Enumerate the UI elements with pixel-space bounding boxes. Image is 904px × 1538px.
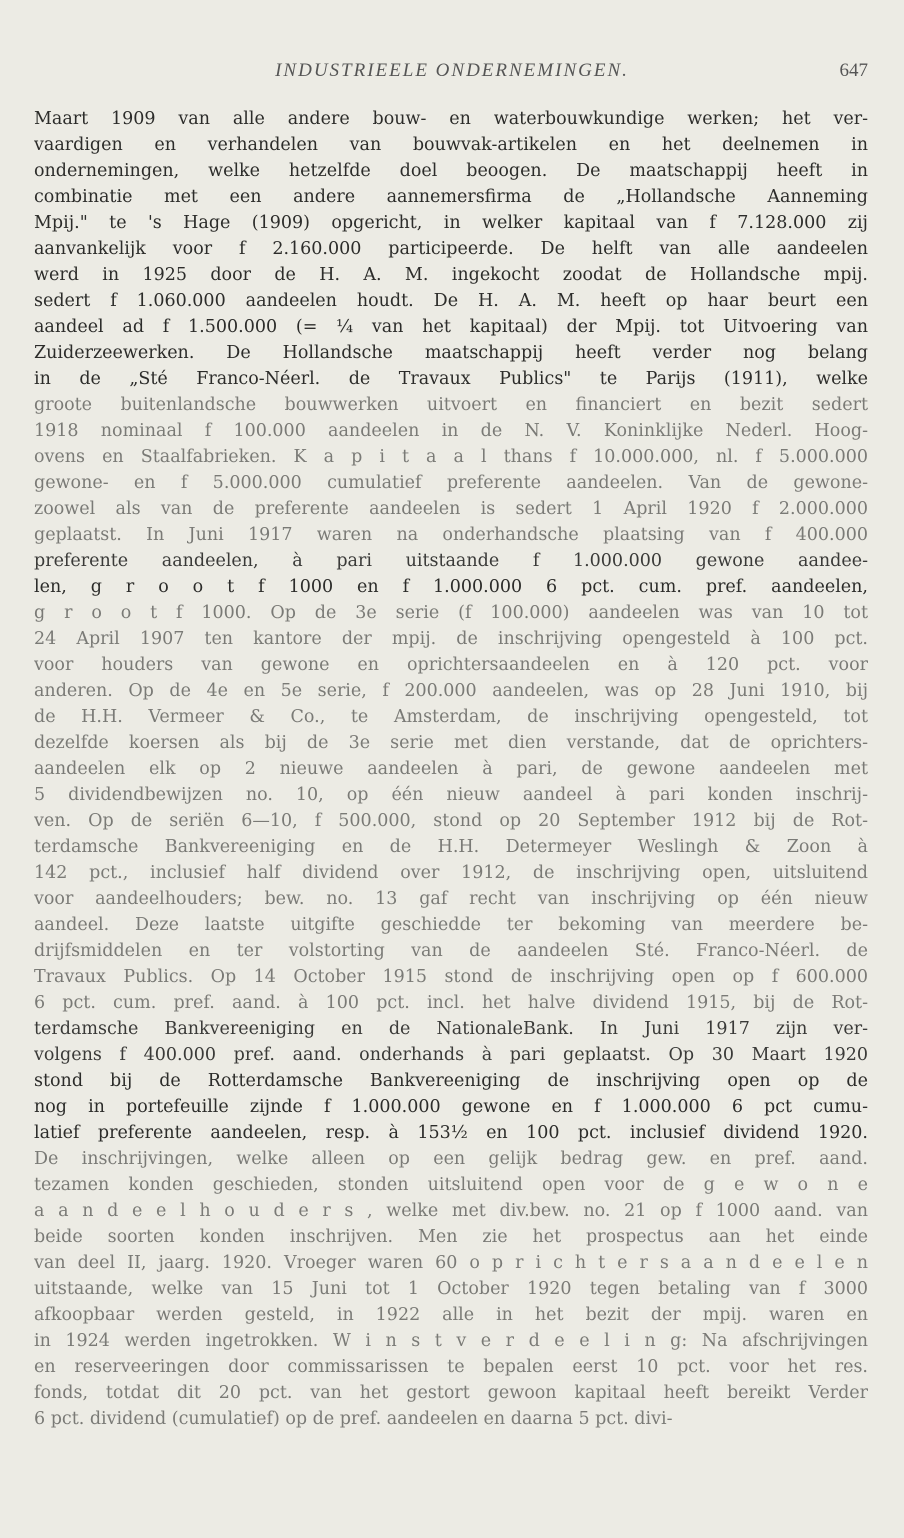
text-line: 1918 nominaal f 100.000 aandeelen in de N. V. Koninklijke Nederl. Hoog- [34,421,868,441]
text-line: 6 pct. cum. pref. aand. à 100 pct. incl. het halve dividend 1915, bij de Rot- [34,993,868,1013]
text-line: in de „Sté Franco-Néerl. de Travaux Publics" te Parijs (1911), welke [34,369,868,389]
text-line: ven. Op de seriën 6—10, f 500.000, stond op 20 September 1912 bij de Rot- [34,811,868,831]
text-line: fonds, totdat dit 20 pct. van het gestort gewoon kapitaal heeft bereikt Verder [34,1383,868,1403]
text-line: aandeelen elk op 2 nieuwe aandeelen à pari, de gewone aandeelen met [34,759,868,779]
text-line: voor houders van gewone en oprichtersaandeelen en à 120 pct. voor [34,655,868,675]
text-line: terdamsche Bankvereeniging en de NationaleBank. In Juni 1917 zijn ver- [34,1019,868,1039]
text-line: tezamen konden geschieden, stonden uitsluitend open voor de g e w o n e [34,1175,868,1195]
text-line: vaardigen en verhandelen van bouwvak-artikelen en het deelnemen in [34,135,868,155]
text-line: in 1924 werden ingetrokken. W i n s t v e r d e e l i n g: Na afschrijvingen [34,1331,868,1351]
text-line: aandeel ad f 1.500.000 (= ¼ van het kapitaal) der Mpij. tot Uitvoering van [34,317,868,337]
text-line: de H.H. Vermeer & Co., te Amsterdam, de inschrijving opengesteld, tot [34,707,868,727]
text-line: Zuiderzeewerken. De Hollandsche maatschappij heeft verder nog belang [34,343,868,363]
text-line: 24 April 1907 ten kantore der mpij. de inschrijving opengesteld à 100 pct. [34,629,868,649]
page-number: 647 [839,60,868,81]
page-header [36,60,868,88]
text-line: Mpij." te 's Hage (1909) opgericht, in welker kapitaal van f 7.128.000 zij [34,213,868,233]
text-line: combinatie met een andere aannemersfirma de „Hollandsche Aanneming [34,187,868,207]
text-line: 6 pct. dividend (cumulatief) op de pref. aandeelen en daarna 5 pct. divi- [34,1409,673,1429]
text-line: drijfsmiddelen en ter volstorting van de aandeelen Sté. Franco-Néerl. de [34,941,868,961]
text-line: ondernemingen, welke hetzelfde doel beoogen. De maatschappij heeft in [34,161,868,181]
text-line: De inschrijvingen, welke alleen op een gelijk bedrag gew. en pref. aand. [34,1149,868,1169]
text-line: uitstaande, welke van 15 Juni tot 1 October 1920 tegen betaling van f 3000 [34,1279,868,1299]
text-line: werd in 1925 door de H. A. M. ingekocht zoodat de Hollandsche mpij. [34,265,868,285]
text-line: beide soorten konden inschrijven. Men zie het prospectus aan het einde [34,1227,868,1247]
text-line: 5 dividendbewijzen no. 10, op één nieuw aandeel à pari konden inschrij- [34,785,868,805]
text-line: voor aandeelhouders; bew. no. 13 gaf recht van inschrijving op één nieuw [34,889,868,909]
text-line: latief preferente aandeelen, resp. à 153½ en 100 pct. inclusief dividend 1920. [34,1123,868,1143]
text-line: van deel II, jaarg. 1920. Vroeger waren 60 o p r i c h t e r s a a n d e e l e n [34,1253,868,1273]
text-line: g r o o t f 1000. Op de 3e serie (f 100.000) aandeelen was van 10 tot [34,603,868,623]
text-line: Maart 1909 van alle andere bouw- en waterbouwkundige werken; het ver- [34,109,868,129]
text-line: afkoopbaar werden gesteld, in 1922 alle in het bezit der mpij. waren en [34,1305,868,1325]
text-line: gewone- en f 5.000.000 cumulatief preferente aandeelen. Van de gewone- [34,473,868,493]
text-line: stond bij de Rotterdamsche Bankvereeniging de inschrijving open op de [34,1071,868,1091]
running-title: INDUSTRIEELE ONDERNEMINGEN. [275,60,629,81]
body-text [34,106,868,1432]
text-line: volgens f 400.000 pref. aand. onderhands à pari geplaatst. Op 30 Maart 1920 [34,1045,868,1065]
text-line: sedert f 1.060.000 aandeelen houdt. De H. A. M. heeft op haar beurt een [34,291,868,311]
text-line: nog in portefeuille zijnde f 1.000.000 gewone en f 1.000.000 6 pct cumu- [34,1097,868,1117]
text-line: groote buitenlandsche bouwwerken uitvoert en financiert en bezit sedert [34,395,868,415]
text-line: zoowel als van de preferente aandeelen is sedert 1 April 1920 f 2.000.000 [34,499,868,519]
text-line: preferente aandeelen, à pari uitstaande f 1.000.000 gewone aandee- [34,551,868,571]
text-line: Travaux Publics. Op 14 October 1915 stond de inschrijving open op f 600.000 [34,967,868,987]
text-line: 142 pct., inclusief half dividend over 1912, de inschrijving open, uitsluitend [34,863,868,883]
text-line: en reserveeringen door commissarissen te bepalen eerst 10 pct. voor het res. [34,1357,868,1377]
text-line: len, g r o o t f 1000 en f 1.000.000 6 pct. cum. pref. aandeelen, [34,577,868,597]
text-line: anderen. Op de 4e en 5e serie, f 200.000 aandeelen, was op 28 Juni 1910, bij [34,681,868,701]
text-line: aandeel. Deze laatste uitgifte geschiedde ter bekoming van meerdere be- [34,915,868,935]
text-line: a a n d e e l h o u d e r s , welke met div.bew. no. 21 op f 1000 aand. van [34,1201,868,1221]
text-line: ovens en Staalfabrieken. K a p i t a a l thans f 10.000.000, nl. f 5.000.000 [34,447,868,467]
text-line: terdamsche Bankvereeniging en de H.H. Determeyer Weslingh & Zoon à [34,837,868,857]
text-line: geplaatst. In Juni 1917 waren na onderhandsche plaatsing van f 400.000 [34,525,868,545]
text-line: aanvankelijk voor f 2.160.000 participeerde. De helft van alle aandeelen [34,239,868,259]
text-line: dezelfde koersen als bij de 3e serie met dien verstande, dat de oprichters- [34,733,868,753]
